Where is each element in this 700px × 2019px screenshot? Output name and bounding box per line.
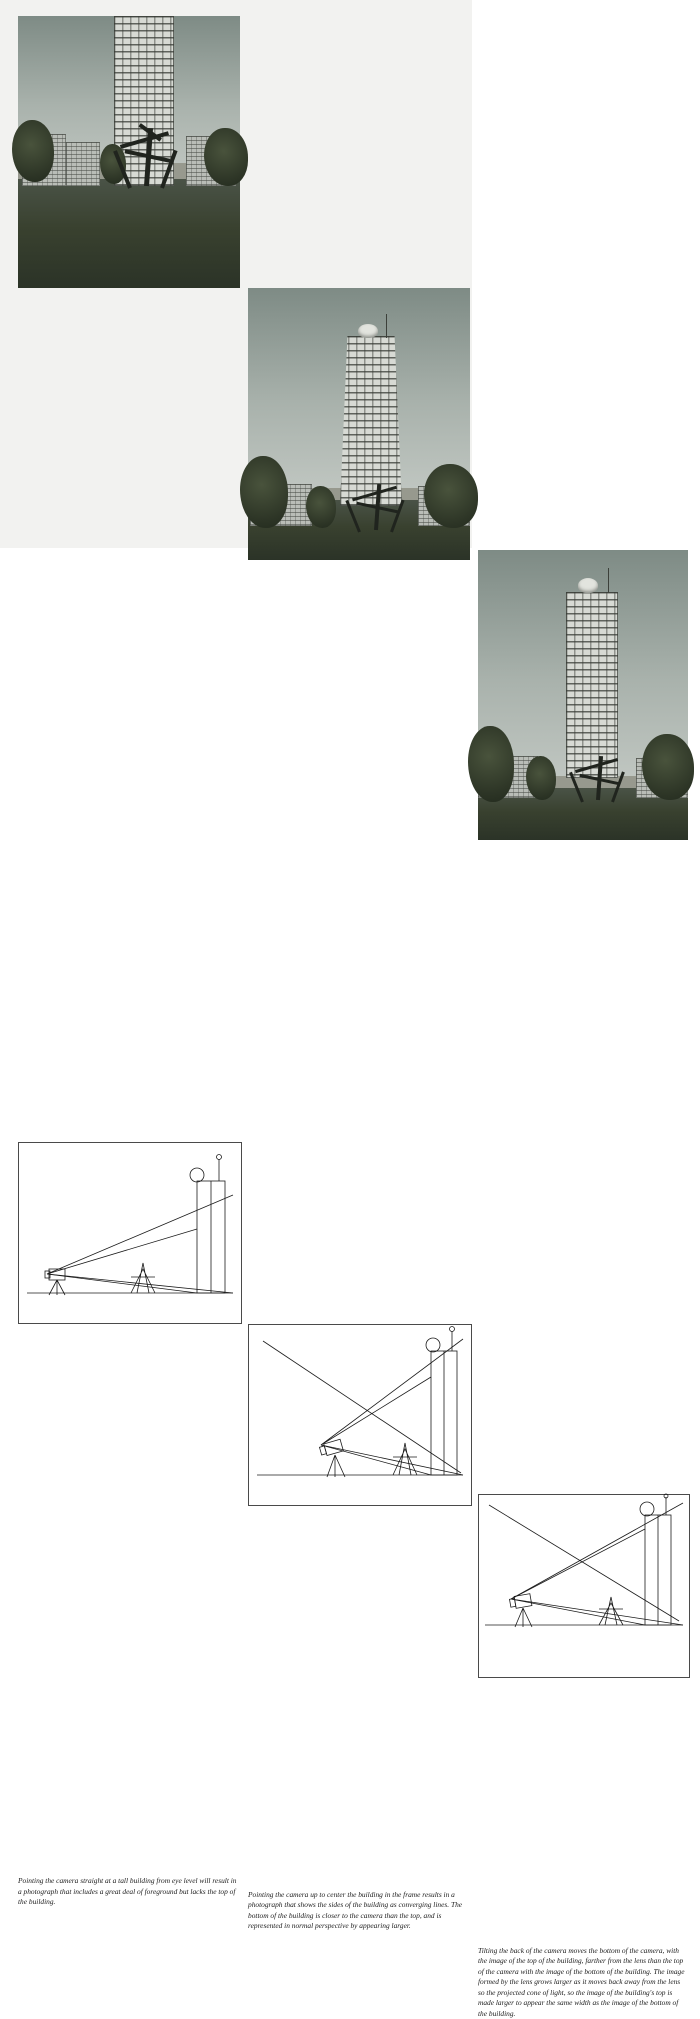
field-of-view-line xyxy=(511,1599,645,1625)
sculpture xyxy=(570,756,628,804)
background-building xyxy=(66,142,100,186)
building-dome xyxy=(190,1168,204,1182)
caption-right: Tilting the back of the camera moves the bottom of the camera, with the image of the top of the building, farther from the lens than the top of the camera with the image of the bottom of the building. The image formed by the lens grows larger as it moves back away from the lens so the projected cone of light, so the image of the building's top is made larger to appear the same width as the image of the bottom of the building. xyxy=(478,1946,688,2019)
building-dome xyxy=(640,1502,654,1516)
tree xyxy=(12,120,54,182)
tripod xyxy=(327,1455,345,1477)
diagram-right-svg xyxy=(479,1495,689,1677)
diagram-panel-middle xyxy=(248,1324,472,1506)
diagram-middle-svg xyxy=(249,1325,471,1505)
building-dome xyxy=(426,1338,440,1352)
tree xyxy=(306,486,336,528)
diagram-left-svg xyxy=(19,1143,241,1323)
photo-panel-right xyxy=(478,550,688,840)
tree xyxy=(468,726,514,802)
tree xyxy=(204,128,248,186)
field-of-view-line xyxy=(321,1377,431,1445)
tall-building xyxy=(340,336,402,506)
diagram-panel-left xyxy=(18,1142,242,1324)
field-of-view-line xyxy=(511,1503,683,1599)
field-of-view-line xyxy=(511,1599,683,1625)
building-dome xyxy=(358,324,378,338)
antenna-mast xyxy=(386,314,387,338)
photo-panel-middle xyxy=(248,288,470,560)
diagram-panel-right xyxy=(478,1494,690,1678)
tree xyxy=(526,756,556,800)
caption-left: Pointing the camera straight at a tall building from eye level will result in a photograph that includes a great deal of foreground but lacks the top of the building. xyxy=(18,1876,240,1908)
antenna-mast xyxy=(608,568,609,593)
sculpture xyxy=(346,484,408,534)
field-of-view-line xyxy=(47,1229,197,1274)
caption-middle: Pointing the camera up to center the building in the frame results in a photograph that shows the sides of the building as converging lines. The bottom of the building is closer to the camera than the top, and is represented in normal perspective by appearing larger. xyxy=(248,1890,470,1932)
sculpture xyxy=(599,1597,623,1625)
camera-lens xyxy=(319,1446,326,1455)
tree xyxy=(240,456,288,528)
tree xyxy=(642,734,694,800)
frame-diagonal xyxy=(489,1505,679,1621)
page-right-margin xyxy=(472,0,700,548)
sculpture xyxy=(114,128,180,190)
tall-building xyxy=(566,592,618,778)
tree xyxy=(424,464,478,528)
field-of-view-line xyxy=(47,1195,233,1274)
field-of-view-line xyxy=(511,1529,645,1599)
field-of-view-line xyxy=(321,1339,463,1445)
building-dome xyxy=(578,578,598,593)
field-of-view-line xyxy=(47,1274,197,1293)
caption-right-background xyxy=(478,1860,688,1940)
lawn-foreground xyxy=(18,179,240,288)
photo-panel-left xyxy=(18,16,240,288)
sculpture xyxy=(131,1263,155,1293)
document-page xyxy=(0,0,700,548)
tripod xyxy=(515,1608,532,1627)
